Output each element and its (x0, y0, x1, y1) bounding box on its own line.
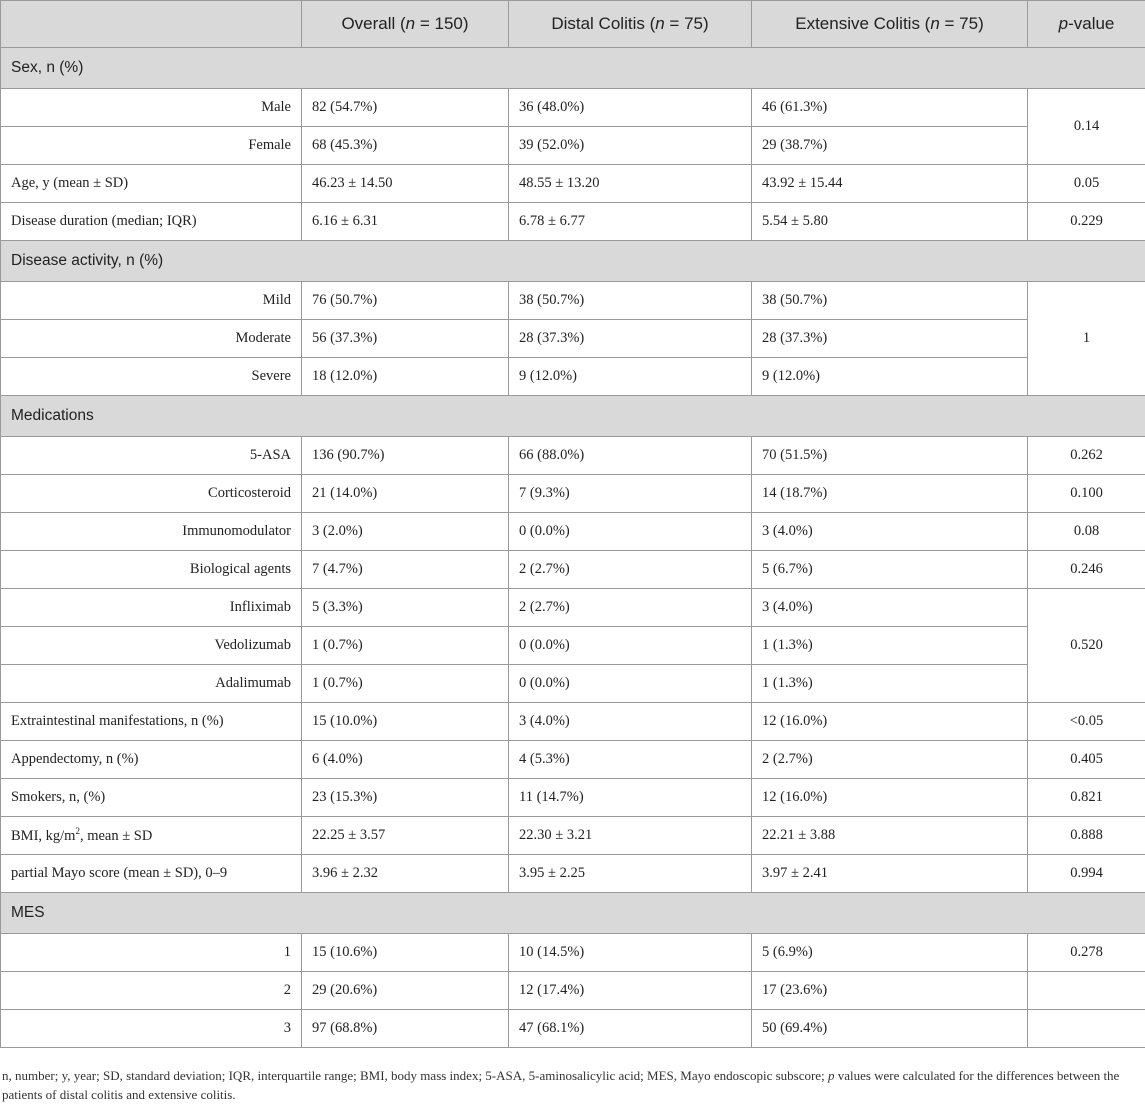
table-row (1, 165, 1145, 203)
cell-overall: 22.25 ± 3.57 (302, 817, 509, 855)
cell-distal: 0 (0.0%) (509, 627, 752, 665)
table-row (1, 589, 1145, 627)
cell-overall: 82 (54.7%) (302, 89, 509, 127)
cell-distal: 10 (14.5%) (509, 934, 752, 972)
header-p-value (1028, 1, 1145, 48)
cell-overall: 136 (90.7%) (302, 437, 509, 475)
cell-extensive: 17 (23.6%) (752, 972, 1028, 1010)
cell-overall: 5 (3.3%) (302, 589, 509, 627)
cell-extensive: 14 (18.7%) (752, 475, 1028, 513)
header-distal-count: = 75) (664, 14, 709, 33)
cell-extensive: 2 (2.7%) (752, 741, 1028, 779)
cell-p-value: 0.821 (1028, 779, 1145, 817)
cell-p-value: 0.888 (1028, 817, 1145, 855)
cell-extensive: 9 (12.0%) (752, 358, 1028, 396)
cell-overall: 29 (20.6%) (302, 972, 509, 1010)
header-extensive (752, 1, 1028, 48)
table-row (1, 779, 1145, 817)
row-label: 1 (1, 934, 302, 972)
cell-p-value: 0.262 (1028, 437, 1145, 475)
cell-distal: 7 (9.3%) (509, 475, 752, 513)
cell-p-value: 0.05 (1028, 165, 1145, 203)
header-p: p (1058, 14, 1069, 33)
cell-extensive: 12 (16.0%) (752, 703, 1028, 741)
section-title: Disease activity, n (%) (1, 241, 1145, 282)
table-row (1, 817, 1145, 855)
table-row (1, 551, 1145, 589)
header-overall-text: Overall ( (341, 14, 406, 33)
footnote-p: p (827, 1068, 835, 1083)
cell-extensive: 3 (4.0%) (752, 513, 1028, 551)
cell-extensive: 38 (50.7%) (752, 282, 1028, 320)
cell-overall: 7 (4.7%) (302, 551, 509, 589)
row-label: 2 (1, 972, 302, 1010)
table-row (1, 934, 1145, 972)
cell-p-value-empty (1028, 1010, 1145, 1048)
cell-p-value: 0.14 (1028, 89, 1145, 165)
cell-extensive: 5.54 ± 5.80 (752, 203, 1028, 241)
cell-distal: 12 (17.4%) (509, 972, 752, 1010)
cell-extensive: 3 (4.0%) (752, 589, 1028, 627)
cell-distal: 4 (5.3%) (509, 741, 752, 779)
footnote-method: values were calculated for the differences between the patients of distal colitis and extensive colitis. (2, 1068, 1120, 1102)
table-row (1, 972, 1145, 1010)
header-extensive-n: n (930, 14, 940, 33)
row-label: partial Mayo score (mean ± SD), 0–9 (1, 855, 302, 893)
cell-overall: 23 (15.3%) (302, 779, 509, 817)
row-label: 3 (1, 1010, 302, 1048)
cell-overall: 3.96 ± 2.32 (302, 855, 509, 893)
section-title: Sex, n (%) (1, 48, 1145, 89)
table-row (1, 741, 1145, 779)
table-row (1, 855, 1145, 893)
cell-p-value-empty (1028, 972, 1145, 1010)
row-label: Corticosteroid (1, 475, 302, 513)
section-row-medications (1, 396, 1145, 437)
row-label: Male (1, 89, 302, 127)
cell-distal: 3.95 ± 2.25 (509, 855, 752, 893)
row-label: Appendectomy, n (%) (1, 741, 302, 779)
header-distal-text: Distal Colitis ( (551, 14, 656, 33)
cell-overall: 46.23 ± 14.50 (302, 165, 509, 203)
cell-p-value: 0.520 (1028, 589, 1145, 703)
header-extensive-count: = 75) (939, 14, 984, 33)
table-row (1, 703, 1145, 741)
bmi-label-text: BMI, kg/m (11, 827, 76, 844)
cell-p-value: 0.246 (1028, 551, 1145, 589)
cell-extensive: 43.92 ± 15.44 (752, 165, 1028, 203)
header-overall (302, 1, 509, 48)
table-header-row (1, 1, 1145, 48)
header-blank-cell (1, 1, 302, 48)
row-label: Vedolizumab (1, 627, 302, 665)
table-row (1, 475, 1145, 513)
cell-distal: 28 (37.3%) (509, 320, 752, 358)
cell-extensive: 28 (37.3%) (752, 320, 1028, 358)
row-label: 5-ASA (1, 437, 302, 475)
cell-distal: 0 (0.0%) (509, 513, 752, 551)
table-row (1, 437, 1145, 475)
cell-overall: 76 (50.7%) (302, 282, 509, 320)
section-row-disease-activity (1, 241, 1145, 282)
cell-distal: 66 (88.0%) (509, 437, 752, 475)
header-distal-n: n (655, 14, 665, 33)
table-row (1, 627, 1145, 665)
table-row (1, 513, 1145, 551)
cell-overall: 21 (14.0%) (302, 475, 509, 513)
table-row (1, 89, 1145, 127)
cell-extensive: 12 (16.0%) (752, 779, 1028, 817)
footnote-abbreviations: n, number; y, year; SD, standard deviation; IQR, interquartile range; BMI, body mass index; 5-ASA, 5-aminosalicylic acid; MES, Mayo endoscopic subscore; (2, 1068, 828, 1083)
cell-extensive: 22.21 ± 3.88 (752, 817, 1028, 855)
table-footnote (0, 1066, 1137, 1104)
cell-overall: 56 (37.3%) (302, 320, 509, 358)
cell-distal: 9 (12.0%) (509, 358, 752, 396)
row-label: Adalimumab (1, 665, 302, 703)
cell-extensive: 1 (1.3%) (752, 627, 1028, 665)
cell-distal: 3 (4.0%) (509, 703, 752, 741)
cell-overall: 68 (45.3%) (302, 127, 509, 165)
cell-distal: 2 (2.7%) (509, 589, 752, 627)
cell-p-value: 0.994 (1028, 855, 1145, 893)
cell-extensive: 5 (6.7%) (752, 551, 1028, 589)
cell-extensive: 46 (61.3%) (752, 89, 1028, 127)
cell-distal: 11 (14.7%) (509, 779, 752, 817)
row-label: Female (1, 127, 302, 165)
header-distal (509, 1, 752, 48)
table-row (1, 203, 1145, 241)
cell-p-value: 1 (1028, 282, 1145, 396)
row-label: Extraintestinal manifestations, n (%) (1, 703, 302, 741)
cell-distal: 39 (52.0%) (509, 127, 752, 165)
row-label: Moderate (1, 320, 302, 358)
cell-overall: 1 (0.7%) (302, 627, 509, 665)
row-label: Disease duration (median; IQR) (1, 203, 302, 241)
cell-overall: 3 (2.0%) (302, 513, 509, 551)
cell-overall: 97 (68.8%) (302, 1010, 509, 1048)
cell-distal: 36 (48.0%) (509, 89, 752, 127)
cell-distal: 47 (68.1%) (509, 1010, 752, 1048)
header-value-text: -value (1068, 14, 1115, 33)
row-label: Mild (1, 282, 302, 320)
cell-extensive: 1 (1.3%) (752, 665, 1028, 703)
section-title: Medications (1, 396, 1145, 437)
header-overall-n: n (405, 14, 416, 33)
row-label: Infliximab (1, 589, 302, 627)
row-label: Smokers, n, (%) (1, 779, 302, 817)
table-row (1, 665, 1145, 703)
cell-distal: 22.30 ± 3.21 (509, 817, 752, 855)
cell-p-value: 0.278 (1028, 934, 1145, 972)
row-label (1, 817, 302, 855)
row-label: Severe (1, 358, 302, 396)
bmi-label-superscript: 2 (75, 826, 80, 837)
row-label: Age, y (mean ± SD) (1, 165, 302, 203)
cell-overall: 15 (10.0%) (302, 703, 509, 741)
cell-p-value: <0.05 (1028, 703, 1145, 741)
cell-p-value: 0.08 (1028, 513, 1145, 551)
cell-distal: 2 (2.7%) (509, 551, 752, 589)
table-row (1, 127, 1145, 165)
cell-distal: 48.55 ± 13.20 (509, 165, 752, 203)
cell-overall: 6 (4.0%) (302, 741, 509, 779)
cell-extensive: 29 (38.7%) (752, 127, 1028, 165)
section-title: MES (1, 893, 1145, 934)
cell-distal: 6.78 ± 6.77 (509, 203, 752, 241)
section-row-mes (1, 893, 1145, 934)
header-overall-count: = 150) (415, 14, 469, 33)
cell-extensive: 70 (51.5%) (752, 437, 1028, 475)
cell-overall: 15 (10.6%) (302, 934, 509, 972)
row-label: Biological agents (1, 551, 302, 589)
bmi-label-suffix: , mean ± SD (79, 827, 153, 844)
cell-distal: 0 (0.0%) (509, 665, 752, 703)
cell-extensive: 3.97 ± 2.41 (752, 855, 1028, 893)
cell-overall: 18 (12.0%) (302, 358, 509, 396)
cell-extensive: 50 (69.4%) (752, 1010, 1028, 1048)
cell-overall: 6.16 ± 6.31 (302, 203, 509, 241)
cell-overall: 1 (0.7%) (302, 665, 509, 703)
table-row (1, 282, 1145, 320)
section-row-sex (1, 48, 1145, 89)
cell-p-value: 0.100 (1028, 475, 1145, 513)
cell-p-value: 0.405 (1028, 741, 1145, 779)
cell-distal: 38 (50.7%) (509, 282, 752, 320)
table-row (1, 320, 1145, 358)
header-extensive-text: Extensive Colitis ( (795, 14, 931, 33)
table-row (1, 358, 1145, 396)
table-row (1, 1010, 1145, 1048)
cell-extensive: 5 (6.9%) (752, 934, 1028, 972)
row-label: Immunomodulator (1, 513, 302, 551)
cell-p-value: 0.229 (1028, 203, 1145, 241)
